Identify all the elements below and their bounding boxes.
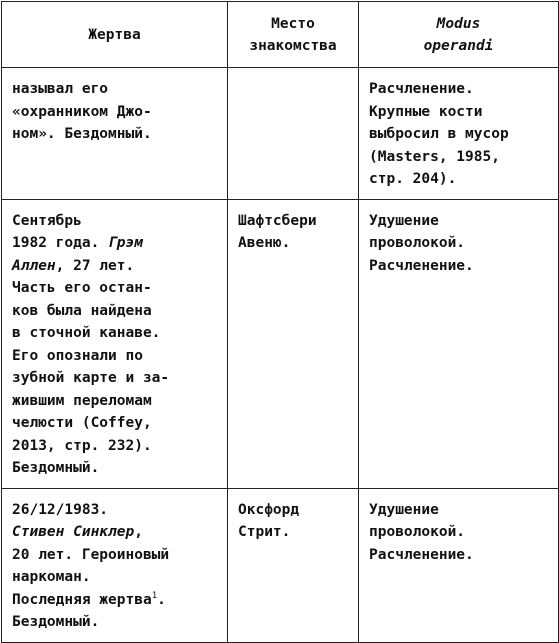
victim-name: Стивен Синклер — [12, 524, 135, 540]
victim-cell — [2, 199, 228, 488]
place-cell — [228, 68, 359, 200]
victim-text: Часть его остан- — [12, 280, 152, 296]
victim-cell — [2, 68, 228, 200]
victim-text: Аллен, 27 лет. — [12, 257, 135, 274]
victim-text: «охранником Джо- — [12, 103, 152, 120]
victim-text: зубной карте и за- — [12, 370, 170, 386]
victim-text: ном». Бездомный. — [12, 126, 152, 142]
place-text: Стрит. — [238, 524, 291, 540]
victim-text: жившим переломам — [12, 392, 152, 409]
victim-text: Бездомный. — [12, 614, 100, 630]
header-victim — [2, 2, 228, 68]
victim-text: Стивен Синклер, — [12, 524, 143, 540]
header-modus-operandi — [359, 2, 559, 68]
header-meeting-place — [228, 2, 359, 68]
victim-text: 26/12/1983. — [12, 501, 109, 518]
footnote-marker[interactable]: 1 — [151, 590, 158, 601]
modus-cell — [359, 199, 559, 488]
table-row — [2, 68, 559, 200]
victim-text: ков была найдена — [12, 302, 152, 319]
victim-cell — [2, 488, 228, 642]
victims-table — [1, 1, 559, 643]
place-text: Оксфорд — [238, 501, 300, 518]
header-place-line-1: Место — [271, 15, 315, 32]
victim-text: челюсти (Coffey, — [12, 415, 152, 431]
victim-text: Бездомный. — [12, 460, 100, 476]
victim-text: 1982 года. Грэм — [12, 235, 143, 251]
modus-text: Расчленение. — [369, 257, 474, 274]
victim-text: Сентябрь — [12, 212, 82, 229]
header-place-line-2: знакомства — [249, 37, 337, 54]
victim-name: Грэм — [108, 235, 143, 251]
header-victim-text: Жертва — [88, 26, 141, 43]
modus-text: выбросил в мусор — [369, 126, 509, 142]
victim-text: называл его — [12, 81, 109, 97]
modus-text: проволокой. — [369, 235, 466, 251]
victim-text: 20 лет. Героиновый — [12, 546, 170, 563]
header-modus-line-2: operandi — [423, 37, 494, 54]
victim-text: 2013, стр. 232). — [12, 437, 152, 454]
modus-text: стр. 204). — [369, 171, 457, 187]
place-cell — [228, 199, 359, 488]
modus-text: Расчленение. — [369, 546, 474, 563]
place-text: Шафтсбери — [238, 212, 317, 229]
modus-text: Удушение — [369, 212, 439, 229]
header-modus-line-1: Modus — [436, 15, 481, 32]
modus-text: Крупные кости — [369, 103, 483, 120]
modus-text: Удушение — [369, 501, 439, 518]
modus-text: Расчленение. — [369, 81, 474, 97]
victim-name: Аллен — [12, 257, 56, 274]
table-row — [2, 199, 559, 488]
place-text: Авеню. — [238, 235, 291, 251]
victim-text: Его опознали по — [12, 347, 143, 364]
table-header-row — [2, 2, 559, 68]
modus-cell — [359, 488, 559, 642]
table-row — [2, 488, 559, 642]
place-cell — [228, 488, 359, 642]
victim-text: наркоман. — [12, 569, 91, 585]
victim-text: Последняя жертва$^1$. — [12, 590, 166, 608]
victim-text: в сточной канаве. — [12, 325, 161, 341]
modus-cell — [359, 68, 559, 200]
modus-text: (Masters, 1985, — [369, 148, 500, 165]
modus-text: проволокой. — [369, 524, 466, 540]
